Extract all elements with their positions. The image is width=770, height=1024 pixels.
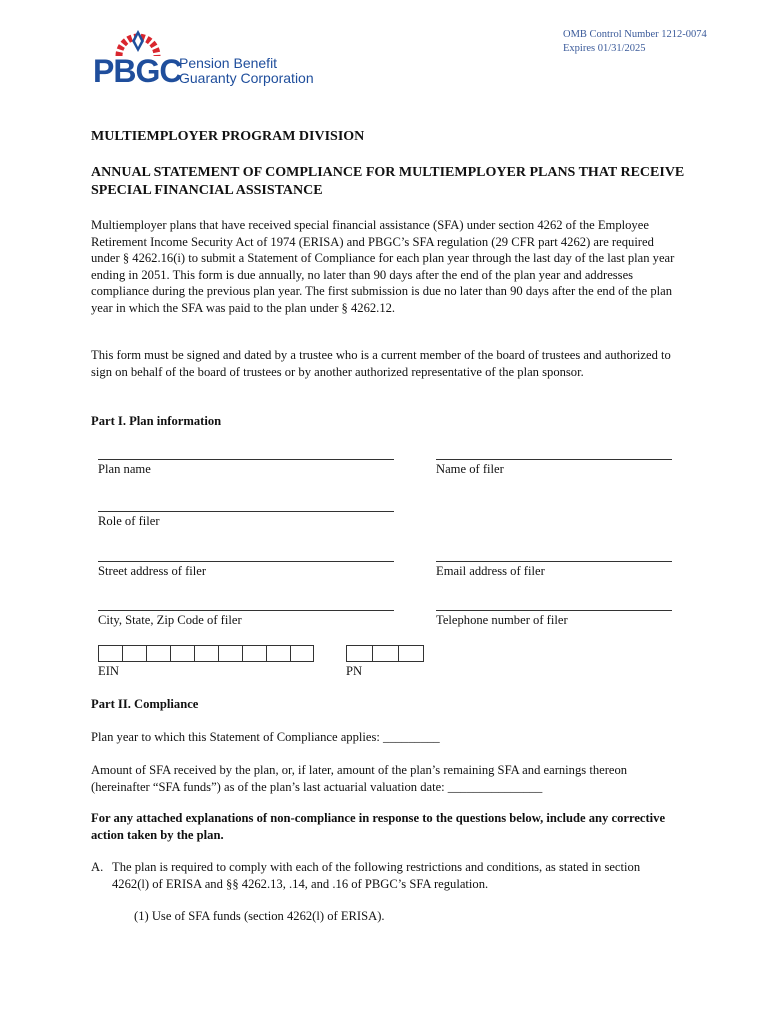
ein-input-boxes[interactable] <box>98 645 314 663</box>
intro-paragraph-1: Multiemployer plans that have received special financial assistance (SFA) under section 4262 of the Employee Retirement Income Security Act of 1974 (ERISA) and PBGC’s SFA regulation (29 CFR part 4262) are required under § 4262.16(i) to submit a Statement of Compliance for each plan year through the last day of the last plan year ending in 2051. This form is due annually, no later than 90 days after the end of the plan year and addresses compliance during the previous plan year. The first submission is due no later than 90 days after the end of the plan year in which the SFA was paid to the plan under § 4262.12. <box>91 218 675 315</box>
plan-year-field: Plan year to which this Statement of Compliance applies: _________ <box>91 730 440 744</box>
street-address-input[interactable] <box>98 561 394 562</box>
logo-letters: PBGC <box>93 53 182 89</box>
plan-name-input[interactable] <box>98 459 394 460</box>
item-a-text: The plan is required to comply with each of the following restrictions and conditions, as stated in section 4262(l) of ERISA and §§ 4262.13, .14, and .16 of PBGC’s SFA regulation. <box>112 860 641 891</box>
intro-paragraph-2: This form must be signed and dated by a trustee who is a current member of the board of trustees and authorized to sign on behalf of the board of trustees or by another authorized representative of the plan sponsor. <box>91 348 671 379</box>
item-1-heading: (1) Use of SFA funds (section 4262(l) of ERISA). <box>134 909 385 923</box>
logo-agency-name <box>179 56 314 86</box>
telephone-label: Telephone number of filer <box>436 613 568 627</box>
logo-line-1: Pension Benefit <box>179 55 278 71</box>
pbgc-logo <box>93 28 333 90</box>
telephone-input[interactable] <box>436 610 672 611</box>
pbgc-logo-mark-icon <box>113 28 163 56</box>
omb-expiration: Expires 01/31/2025 <box>563 43 646 54</box>
city-state-zip-label: City, State, Zip Code of filer <box>98 613 242 627</box>
part1-heading: Part I. Plan information <box>91 414 222 428</box>
non-compliance-instruction: For any attached explanations of non-compliance in response to the questions below, include any corrective action taken by the plan. <box>91 811 666 842</box>
form-title: ANNUAL STATEMENT OF COMPLIANCE FOR MULTIEMPLOYER PLANS THAT RECEIVE SPECIAL FINANCIAL ASSISTANCE <box>91 165 685 198</box>
division-heading: MULTIEMPLOYER PROGRAM DIVISION <box>91 129 365 144</box>
filer-role-input[interactable] <box>98 511 394 512</box>
part2-heading: Part II. Compliance <box>91 697 199 711</box>
plan-name-label: Plan name <box>98 462 151 476</box>
email-address-label: Email address of filer <box>436 564 545 578</box>
omb-control-block <box>563 28 707 56</box>
filer-role-label: Role of filer <box>98 514 160 528</box>
pn-input-boxes[interactable] <box>346 645 424 663</box>
item-a-label: A. <box>91 860 104 874</box>
filer-name-label: Name of filer <box>436 462 504 476</box>
omb-control-number: OMB Control Number 1212-0074 <box>563 29 707 40</box>
email-address-input[interactable] <box>436 561 672 562</box>
city-state-zip-input[interactable] <box>98 610 394 611</box>
ein-label: EIN <box>98 664 119 678</box>
logo-line-2: Guaranty Corporation <box>179 70 314 86</box>
street-address-label: Street address of filer <box>98 564 207 578</box>
pn-label: PN <box>346 664 363 678</box>
sfa-amount-field: Amount of SFA received by the plan, or, if later, amount of the plan’s remaining SFA and earnings thereon (hereinafter “SFA funds”) as of the plan’s last actuarial valuation date: _______________ <box>91 763 628 794</box>
filer-name-input[interactable] <box>436 459 672 460</box>
